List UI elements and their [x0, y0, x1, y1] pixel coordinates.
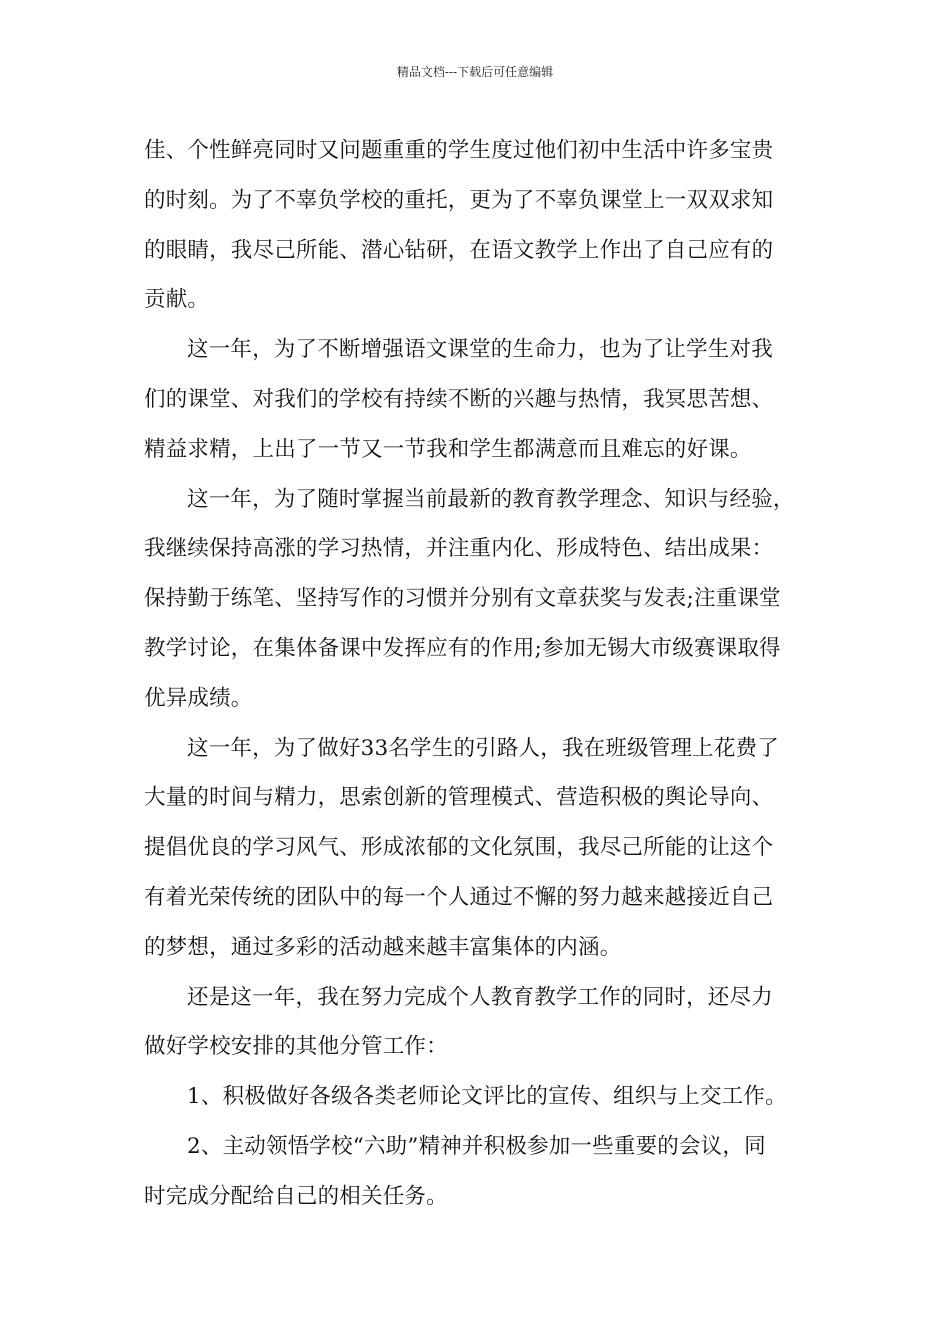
text-line: 还是这一年，我在努力完成个人教育教学工作的同时，还尽力 [187, 984, 773, 1010]
text-line: 贡献。 [144, 287, 210, 313]
text-line: 优异成绩。 [144, 685, 253, 711]
text-line: 精益求精，上出了一节又一节我和学生都满意而且难忘的好课。 [144, 436, 752, 462]
text-line: 这一年，为了做好33名学生的引路人，我在班级管理上花费了 [187, 735, 779, 761]
text-line: 大量的时间与精力，思索创新的管理模式、营造积极的舆论导向、 [144, 785, 774, 811]
text-line: 的梦想，通过多彩的活动越来越丰富集体的内涵。 [144, 934, 622, 960]
text-line: 的时刻。为了不辜负学校的重托，更为了不辜负课堂上一双双求知 [144, 187, 774, 213]
text-line: 时完成分配给自己的相关任务。 [144, 1183, 448, 1209]
text-line: 佳、个性鲜亮同时又问题重重的学生度过他们初中生活中许多宝贵 [144, 138, 774, 163]
text-line: 做好学校安排的其他分管工作： [144, 1034, 448, 1060]
text-line: 1、积极做好各级各类老师论文评比的宣传、组织与上交工作。 [187, 1084, 787, 1110]
document-body [144, 126, 824, 1222]
text-line: 们的课堂、对我们的学校有持续不断的兴趣与热情，我冥思苦想、 [144, 386, 774, 412]
page-header: 精品文档---下载后可任意编辑 [396, 65, 554, 79]
text-line: 保持勤于练笔、坚持写作的习惯并分别有文章获奖与发表;注重课堂 [144, 586, 781, 612]
text-line: 的眼睛，我尽己所能、潜心钻研，在语文教学上作出了自己应有的 [144, 237, 774, 263]
text-line: 这一年，为了随时掌握当前最新的教育教学理念、知识与经验， [187, 486, 795, 512]
text-line: 这一年，为了不断增强语文课堂的生命力，也为了让学生对我 [187, 337, 773, 363]
text-line: 有着光荣传统的团队中的每一个人通过不懈的努力越来越接近自己 [144, 884, 774, 910]
text-line: 教学讨论，在集体备课中发挥应有的作用;参加无锡大市级赛课取得 [144, 635, 781, 661]
text-line: 我继续保持高涨的学习热情，并注重内化、形成特色、结出成果： [144, 536, 774, 562]
text-line: 提倡优良的学习风气、形成浓郁的文化氛围，我尽己所能的让这个 [144, 835, 774, 861]
text-line: 2、主动领悟学校“六助”精神并积极参加一些重要的会议，同 [187, 1133, 766, 1159]
